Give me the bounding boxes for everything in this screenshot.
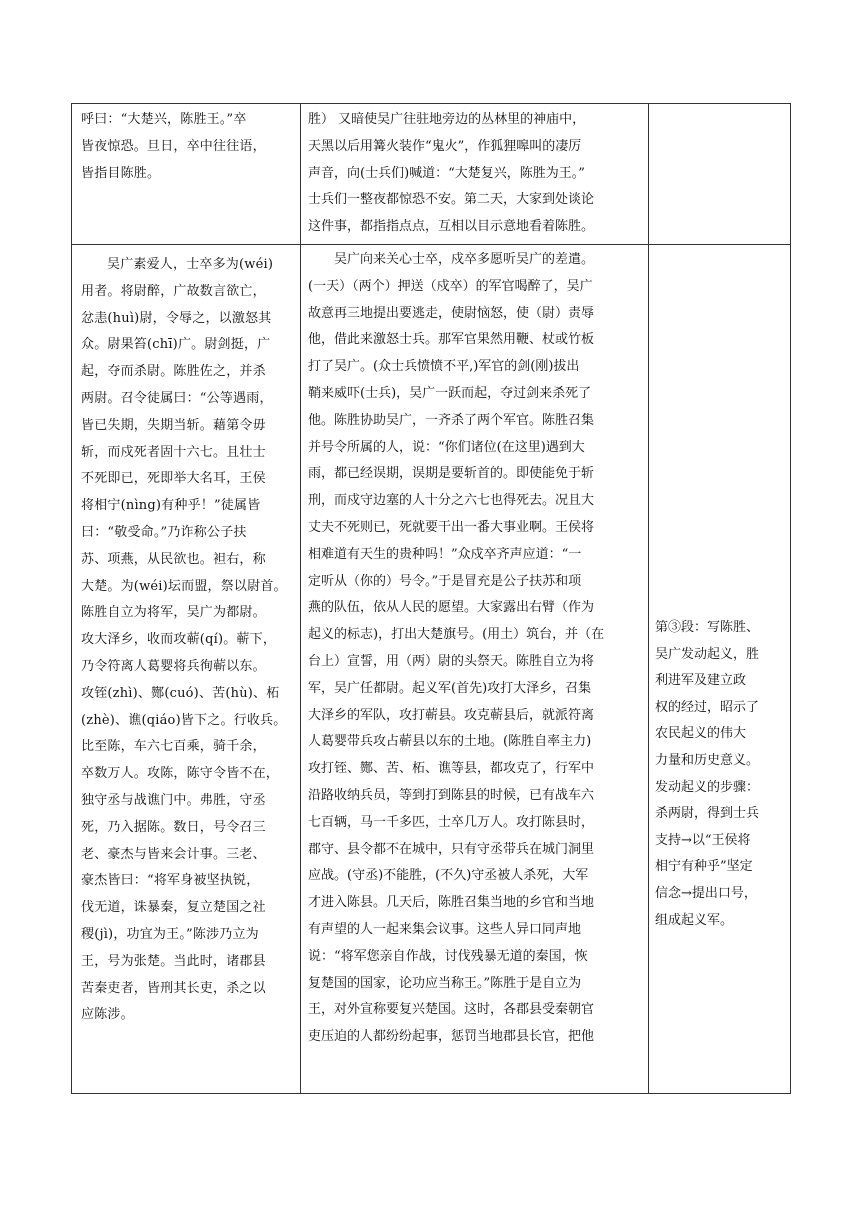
- translation-line: 胜） 又暗使吴广往驻地旁边的丛林里的神庙中，: [308, 112, 586, 127]
- analysis-note-line: 吴广发动起义，胜: [655, 646, 760, 662]
- original-text-line: 稷(jì)，功宜为王。”陈涉乃立为: [81, 926, 259, 942]
- original-text-line: 苏、项燕，从民欲也。袒右，称: [81, 551, 266, 567]
- translation-line: 燕的队伍，依从人民的愿望。大家露出右臂（作为: [308, 600, 595, 616]
- original-text-line: 乃令符离人葛婴将兵徇蕲以东。: [81, 658, 266, 674]
- original-text-line: 老、豪杰与皆来会计事。三老、: [81, 846, 266, 862]
- analysis-note-line: 相宁有种乎”坚定: [655, 859, 753, 875]
- translation-line: 士兵们一整夜都惊恐不安。第二天，大家到处谈论: [308, 192, 595, 208]
- translation-line: 刑，而戍守边塞的人十分之六七也得死去。况且大: [308, 493, 595, 509]
- translation-line: 军，吴广任都尉。起义军(首先)攻打大泽乡，召集: [308, 680, 592, 696]
- translation-line: 并号令所属的人，说：“你们诸位(在这里)遇到大: [308, 439, 585, 455]
- original-text-line: 攻大泽乡，收而攻蕲(qí)。蕲下，: [81, 632, 277, 648]
- original-text-line: 呼曰：“大楚兴，陈胜王。”卒: [81, 112, 247, 127]
- translation-line: 复楚国的国家，论功应当称王。”陈胜于是自立为: [308, 975, 582, 991]
- original-text-line: 曰：“敬受命。”乃诈称公子扶: [81, 524, 247, 540]
- original-text-line: 将相宁(nìng)有种乎！”徒属皆: [81, 498, 261, 514]
- analysis-note-line: 农民起义的伟大: [655, 726, 747, 742]
- original-text-cell: [72, 104, 301, 245]
- translation-line: 声音，向(士兵们)喊道：“大楚复兴，陈胜为王。”: [308, 165, 585, 181]
- translation-line: 七百辆，马一千多匹，士卒几万人。攻打陈县时，: [308, 814, 595, 830]
- analysis-note-line: 发动起义的步骤：: [655, 779, 760, 795]
- translation-line: 打了吴广。(众士兵愤愤不平,)军官的剑(刚)拔出: [308, 359, 580, 375]
- translation-line: 鞘来威吓(士兵)，吴广一跃而起，夺过剑来杀死了: [308, 385, 592, 401]
- table-row: [72, 104, 791, 245]
- original-text-line: 皆夜惊恐。旦日，卒中往往语，: [81, 138, 266, 154]
- original-text-line: 陈胜自立为将军，吴广为都尉。: [81, 605, 266, 621]
- note-cell: [649, 104, 791, 245]
- translation-line: (一天）（两个）押送（戍卒）的军官喝醉了，吴广: [308, 278, 593, 294]
- translation-line: 起义的标志)，打出大楚旗号。(用土）筑台，并（在: [308, 627, 605, 643]
- original-text-line: 斩，而戍死者固十六七。且壮士: [81, 444, 266, 460]
- translation-cell: [301, 104, 649, 245]
- original-text-line: 苦秦吏者，皆刑其长吏，杀之以: [81, 980, 266, 996]
- original-text-line: 死，乃入据陈。数日，号令召三: [81, 819, 266, 835]
- original-text-line: 应陈涉。: [81, 1007, 134, 1023]
- analysis-note-line: 力量和历史意义。: [655, 752, 760, 768]
- original-text-line: 用者。将尉醉，广故数言欲亡，: [81, 283, 266, 299]
- translation-line: 丈夫不死则已，死就要干出一番大事业啊。王侯将: [308, 519, 595, 535]
- original-text-line: 攻铚(zhì)、酂(cuó)、苦(hù)、柘: [81, 685, 280, 701]
- translation-table: [71, 103, 791, 1094]
- translation-line: 天黑以后用篝火装作“鬼火”，作狐狸嗥叫的凄厉: [308, 138, 582, 154]
- original-text-line: 大楚。为(wéi)坛而盟，祭以尉首。: [81, 578, 287, 594]
- translation-line: 郡守、县令都不在城中，只有守丞带兵在城门洞里: [308, 841, 595, 857]
- original-text-line: 忿恚(huì)尉，令辱之，以激怒其: [81, 310, 272, 326]
- translation-line: 他。陈胜协助吴广，一齐杀了两个军官。陈胜召集: [308, 412, 595, 428]
- note-cell: [649, 245, 791, 1094]
- original-text-line: 皆指目陈胜。: [81, 165, 161, 181]
- original-text-line: 比至陈，车六七百乘，骑千余，: [81, 739, 266, 755]
- original-text-line: 王，号为张楚。当此时，诸郡县: [81, 953, 266, 969]
- translation-line: 应战。(守丞)不能胜，(不久)守丞被人杀死，大军: [308, 868, 589, 884]
- analysis-note-line: 利进军及建立政: [655, 673, 747, 689]
- translation-line: 人葛婴带兵攻占蕲县以东的土地。(陈胜自率主力): [308, 734, 592, 750]
- translation-line: 吏压迫的人都纷纷起事，惩罚当地郡县长官，把他: [308, 1029, 595, 1045]
- translation-line: 沿路收纳兵员，等到打到陈县的时候，已有战车六: [308, 787, 595, 803]
- translation-line: 有声望的人一起来集会议事。这些人异口同声地: [308, 921, 582, 937]
- translation-line: 台上）宣誓，用（两）尉的头祭天。陈胜自立为将: [308, 653, 595, 669]
- translation-line: 雨，都已经误期，误期是要斩首的。即使能免于斩: [308, 466, 595, 482]
- translation-line: 定听从（你的）号令。”于是冒充是公子扶苏和项: [308, 573, 582, 589]
- translation-line: 说：“将军您亲自作战，讨伐残暴无道的秦国，恢: [308, 948, 588, 964]
- analysis-note-line: 第③段：写陈胜、: [655, 620, 760, 635]
- original-text-line: 豪杰皆曰：“将军身被坚执锐，: [81, 873, 260, 889]
- analysis-note-line: 杀两尉，得到士兵: [655, 806, 760, 822]
- original-text-line: 皆已失期，失期当斩。藉第令毋: [81, 417, 266, 433]
- original-text-line: 不死即已，死即举大名耳，王侯: [81, 471, 266, 487]
- original-text-line: 独守丞与战谯门中。弗胜，守丞: [81, 792, 266, 808]
- analysis-note-line: 权的经过，昭示了: [655, 699, 760, 715]
- translation-line: 王，对外宣称要复兴楚国。这时，各郡县受秦朝官: [308, 1002, 595, 1018]
- original-text-line: 伐无道，诛暴秦，复立楚国之社: [81, 900, 266, 916]
- original-text-line: (zhè)、谯(qiáo)皆下之。行收兵。: [81, 712, 287, 728]
- translation-line: 才进入陈县。几天后，陈胜召集当地的乡官和当地: [308, 895, 595, 911]
- original-text-line: 起，夺而杀尉。陈胜佐之，并杀: [81, 364, 266, 380]
- translation-cell: [301, 245, 649, 1094]
- analysis-note-line: 信念→提出口号，: [655, 885, 757, 901]
- analysis-note-line: 支持→以“王侯将: [655, 832, 751, 848]
- original-text-line: 吴广素爱人，士卒多为(wéi): [107, 257, 274, 272]
- original-text-cell: [72, 245, 301, 1094]
- translation-line: 相难道有天生的贵种吗！”众戍卒齐声应道：“一: [308, 546, 582, 562]
- translation-line: 这件事，都指指点点，互相以目示意地看着陈胜。: [308, 219, 595, 235]
- original-text-line: 众。尉果笞(chī)广。尉剑挺，广: [81, 337, 271, 353]
- translation-line: 吴广向来关心士卒，戍卒多愿听吴广的差遣。: [334, 252, 595, 267]
- original-text-line: 两尉。召令徒属曰：“公等遇雨，: [81, 390, 273, 406]
- original-text-line: 卒数万人。攻陈，陈守令皆不在，: [81, 766, 280, 782]
- translation-line: 故意再三地提出要逃走，使尉恼怒，使（尉）责辱: [308, 305, 595, 321]
- table-row: [72, 245, 791, 1094]
- translation-line: 大泽乡的军队，攻打蕲县。攻克蕲县后，就派符离: [308, 707, 595, 723]
- translation-line: 他，借此来激怒士兵。那军官果然用鞭、杖或竹板: [308, 332, 595, 348]
- analysis-note-line: 组成起义军。: [655, 912, 734, 928]
- translation-line: 攻打铚、酂、苦、柘、谯等县，都攻克了，行军中: [308, 761, 595, 777]
